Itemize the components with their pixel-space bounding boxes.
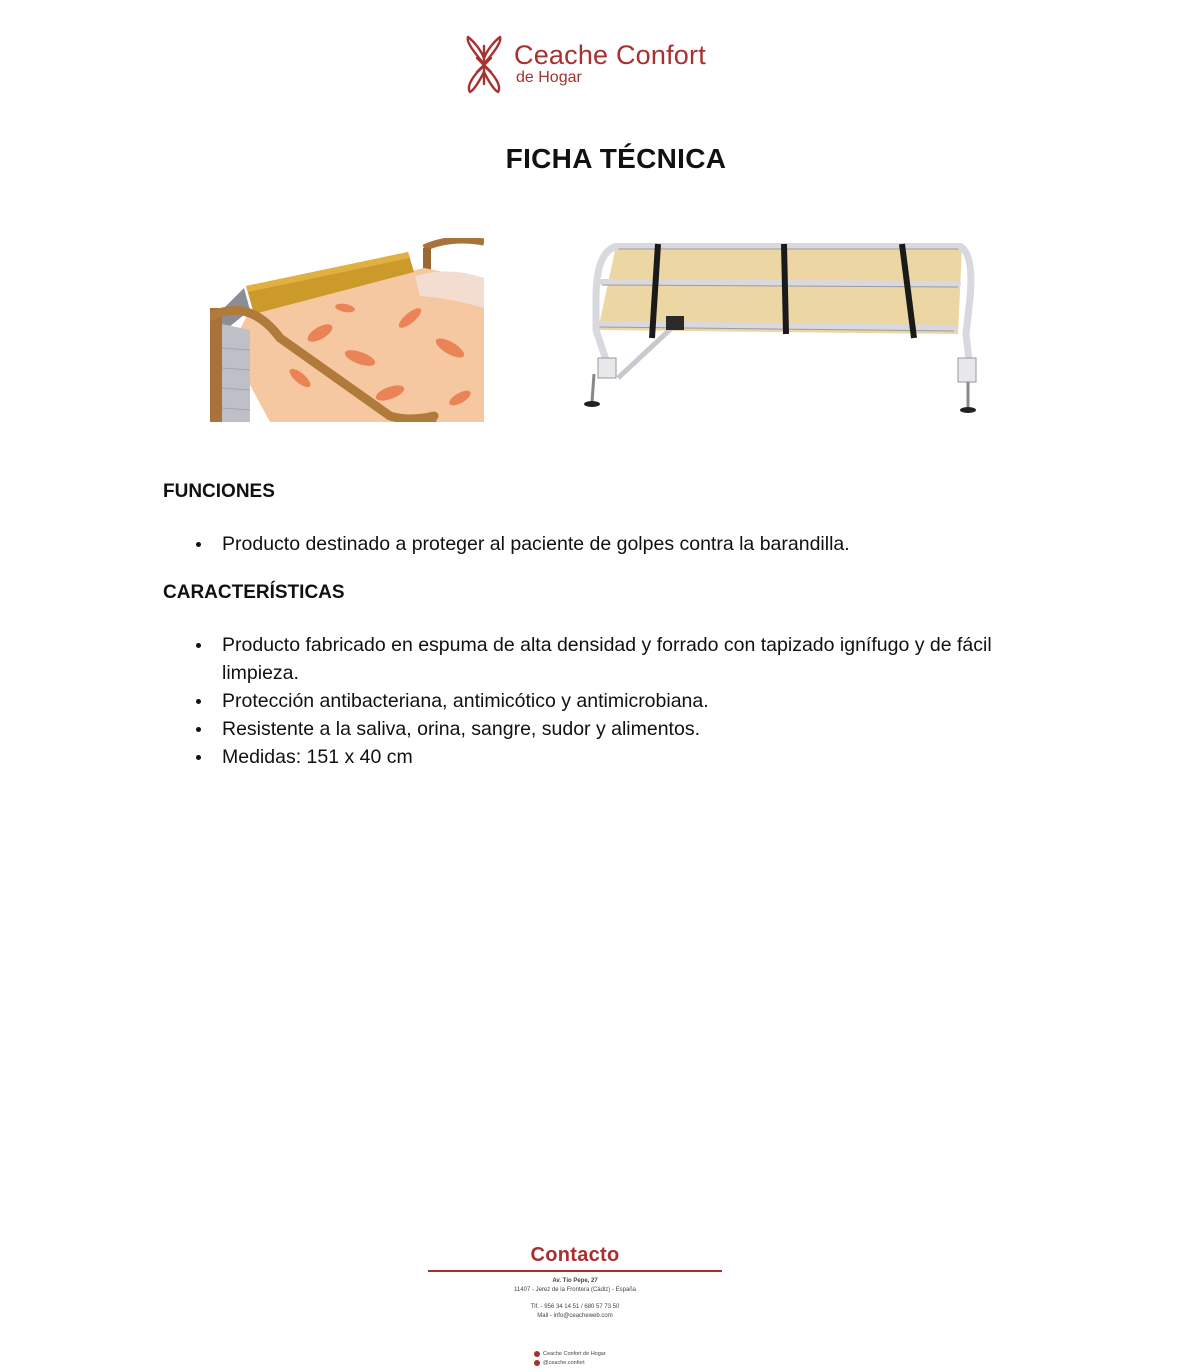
brand-logo [462,34,742,98]
page-title: FICHA TÉCNICA [505,143,727,174]
brand-subtitle: de Hogar [516,69,582,86]
brand-name: Ceache Confort [514,40,706,70]
caracteristicas-heading: CARACTERÍSTICAS [163,582,345,603]
list-item: Resistente a la saliva, orina, sangre, sudor y alimentos. [163,715,1063,743]
funciones-list [163,530,1063,558]
contact-title: Contacto [530,1244,620,1266]
instagram-icon [534,1360,540,1366]
bed-rail-frame-photo [578,238,988,414]
facebook-icon [534,1351,540,1357]
contact-facebook[interactable]: Ceache Confort de Hogar [543,1351,606,1357]
bed-protector-photo [210,238,484,422]
contact-mail[interactable]: Mail - info@ceacheweb.com [537,1313,613,1319]
list-item: Medidas: 151 x 40 cm [163,743,1063,771]
contact-address-line-2: 11407 - Jerez de la Frontera (Cádiz) - España [514,1287,636,1293]
contact-footer [428,1244,722,1372]
butterfly-logo-icon [462,34,506,96]
contact-instagram[interactable]: @ceache.confort [543,1360,585,1366]
list-item: Producto destinado a proteger al paciente de golpes contra la barandilla. [163,530,1063,558]
funciones-heading: FUNCIONES [163,481,275,502]
contact-divider [428,1270,722,1272]
contact-phone[interactable]: Tlf. - 956 34 14 51 / 680 57 73 50 [530,1304,620,1310]
list-item: Producto fabricado en espuma de alta densidad y forrado con tapizado ignífugo y de fácil limpieza. [163,631,1063,687]
list-item: Protección antibacteriana, antimicótico y antimicrobiana. [163,687,1063,715]
caracteristicas-list [163,631,1063,771]
contact-address-line-1: Av. Tío Pepe, 27 [552,1278,598,1284]
